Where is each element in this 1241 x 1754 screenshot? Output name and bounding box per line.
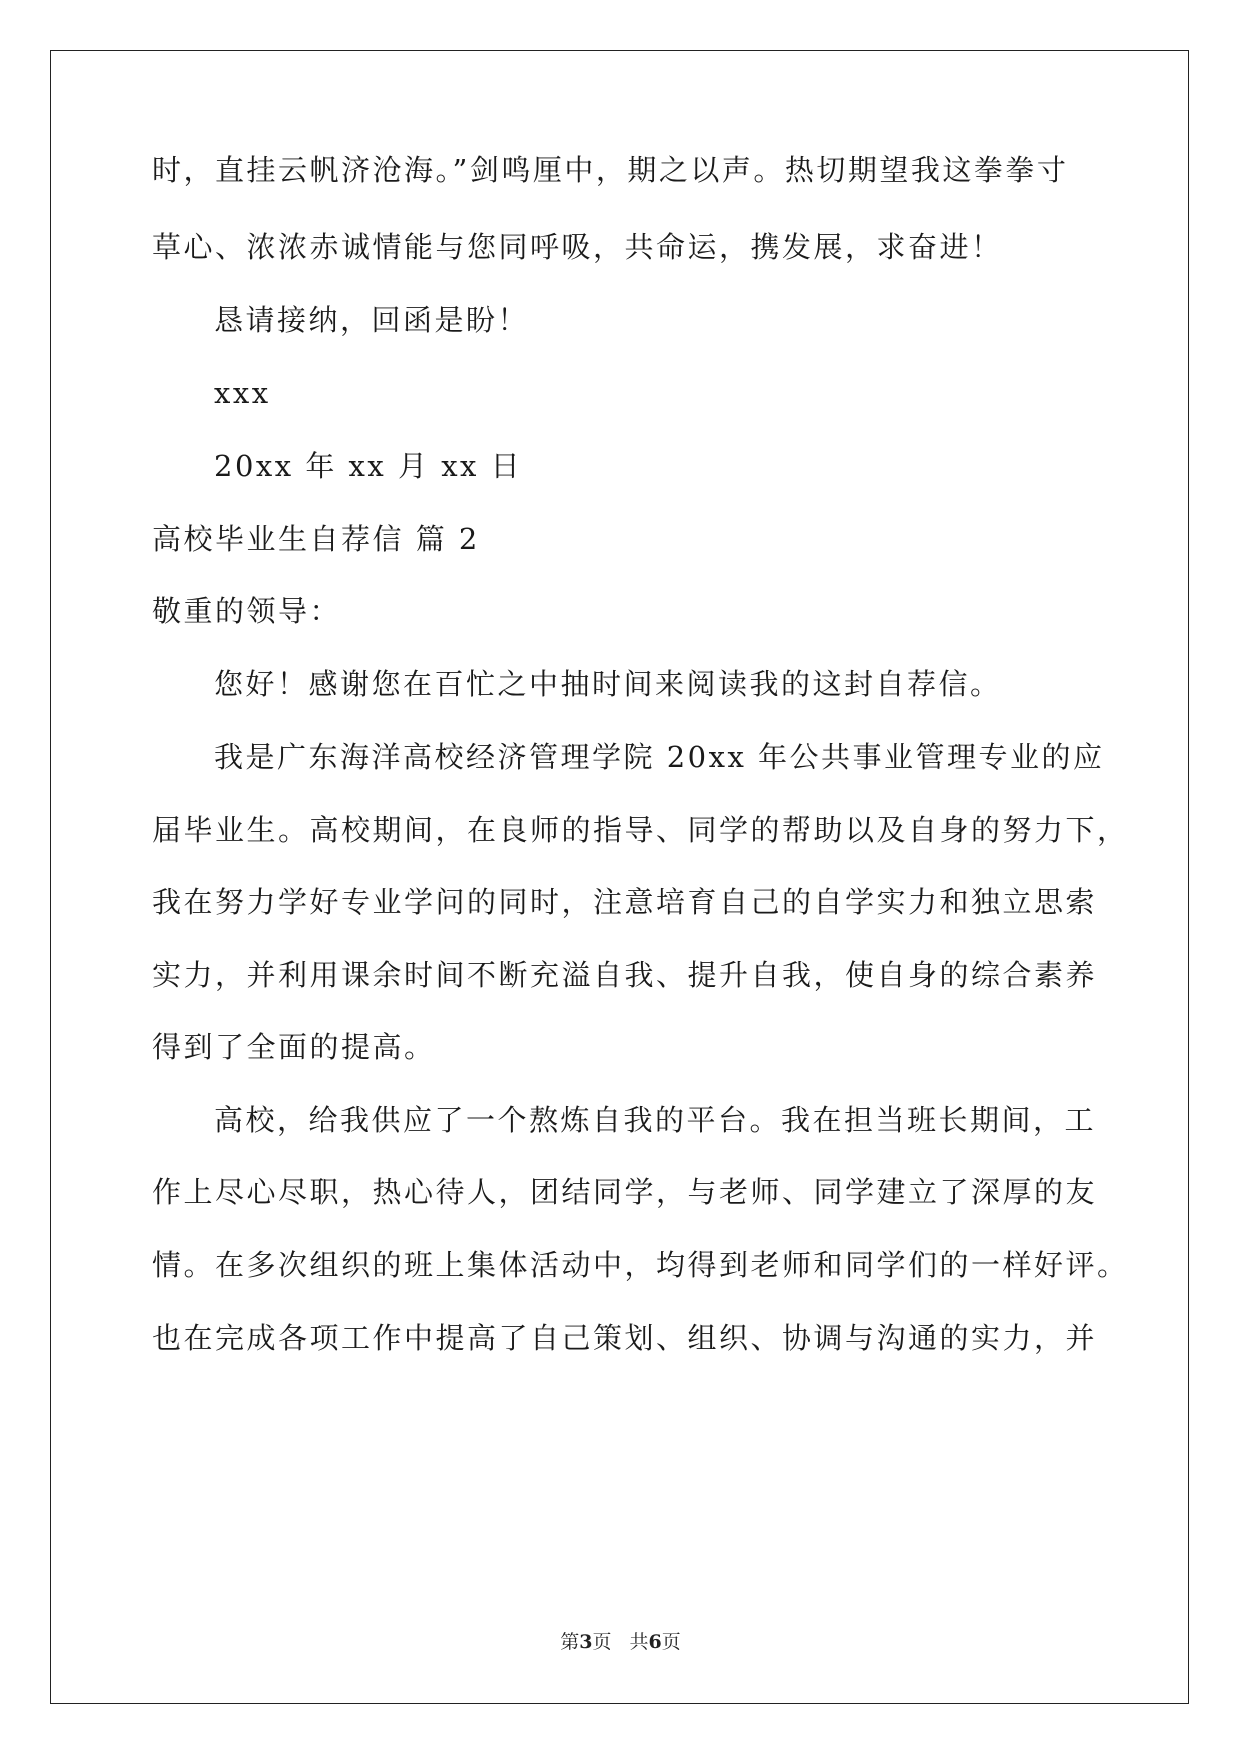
closing-request: 恳请接纳，回函是盼！ [214,303,530,337]
text-line: 我是广东海洋高校经济管理学院 20xx 年公共事业管理专业的应 [214,740,1105,774]
total-prefix: 共 [629,1631,649,1653]
signature-date: 20xx 年 xx 月 xx 日 [214,449,523,483]
page-prefix: 第 [560,1631,580,1653]
text-line: 高校，给我供应了一个熬炼自我的平台。我在担当班长期间，工 [214,1103,1097,1137]
text-line: 时，直挂云帆济沧海。”剑鸣厘中，期之以声。热切期望我这拳拳寸 [152,153,1069,187]
text-line: 情。在多次组织的班上集体活动中，均得到老师和同学们的一样好评。 [152,1248,1129,1282]
text-line: 草心、浓浓赤诚情能与您同呼吸，共命运，携发展，求奋进！ [152,230,1003,264]
page-footer [0,1627,1241,1654]
signature-name: xxx [214,376,271,410]
section-heading: 高校毕业生自荐信 篇 2 [152,522,480,556]
text-line: 得到了全面的提高。 [152,1030,436,1064]
page-unit: 页 [592,1631,612,1653]
text-line: 我在努力学好专业学问的同时，注意培育自己的自学实力和独立思索 [152,885,1098,919]
page-border [50,50,1189,1704]
text-line: 也在完成各项工作中提高了自己策划、组织、协调与沟通的实力，并 [152,1321,1098,1355]
text-line: 作上尽心尽职，热心待人，团结同学，与老师、同学建立了深厚的友 [152,1175,1098,1209]
page-current: 3 [579,1631,593,1653]
salutation: 敬重的领导： [152,594,342,628]
total-unit: 页 [661,1631,681,1653]
text-line: 实力，并利用课余时间不断充溢自我、提升自我，使自身的综合素养 [152,958,1098,992]
text-line: 您好！感谢您在百忙之中抽时间来阅读我的这封自荐信。 [214,667,1002,701]
text-line: 届毕业生。高校期间，在良师的指导、同学的帮助以及自身的努力下， [152,813,1129,847]
page-total: 6 [648,1631,662,1653]
